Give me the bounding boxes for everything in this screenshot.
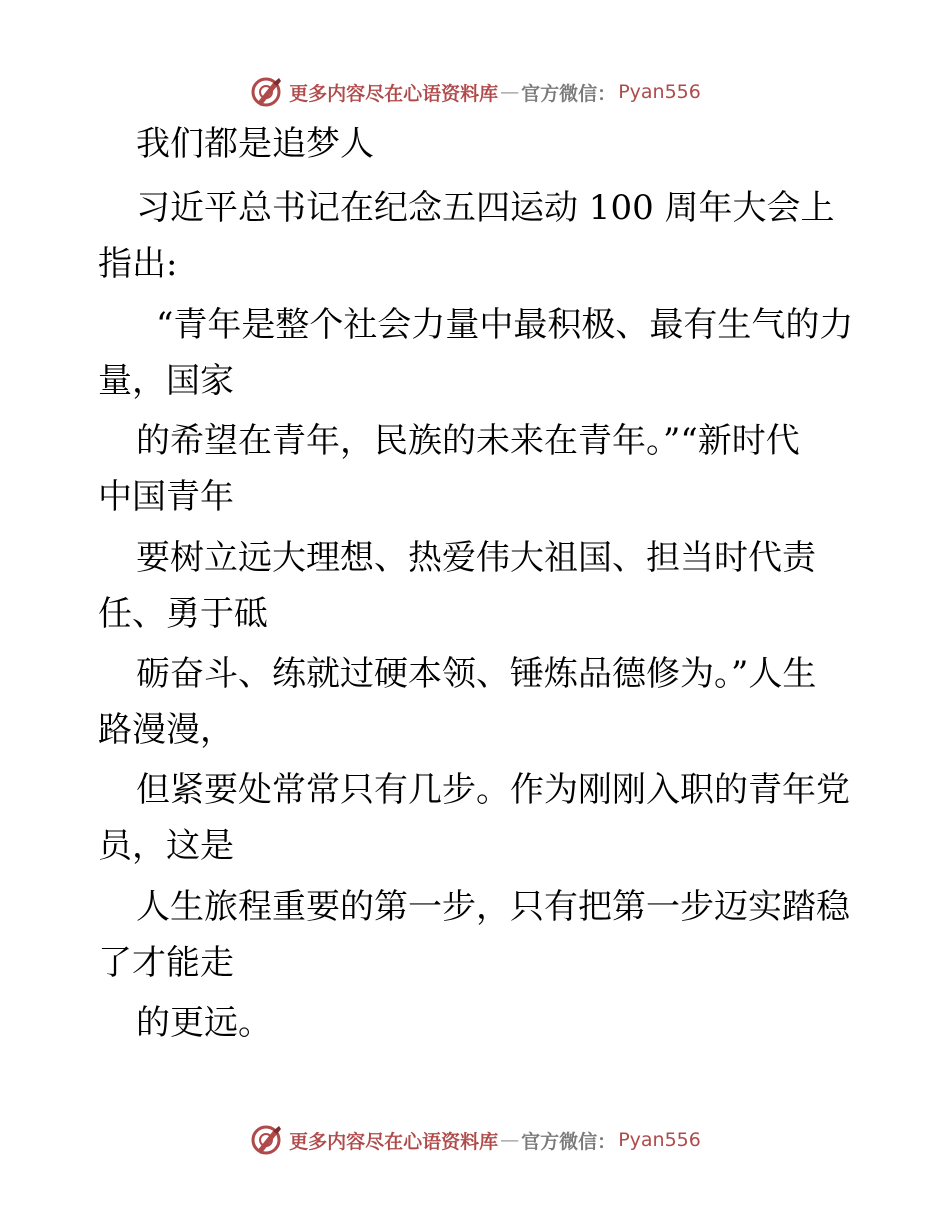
text-line-6: 的希望在青年，民族的未来在青年。”“新时代 bbox=[136, 421, 800, 461]
header-banner bbox=[0, 72, 950, 112]
text-line-4: “青年是整个社会力量中最积极、最有生气的力 bbox=[156, 305, 854, 345]
header-banner-content bbox=[249, 72, 701, 112]
footer-banner bbox=[0, 1120, 950, 1160]
header-separator: — bbox=[500, 81, 520, 103]
header-official-label: 官方微信： bbox=[521, 82, 617, 105]
text-line-13: 员，这是 bbox=[98, 826, 234, 866]
pen-logo-icon bbox=[249, 75, 283, 109]
text-line-12: 但紧要处常常只有几步。作为刚刚入职的青年党 bbox=[136, 770, 850, 810]
text-line-11: 路漫漫， bbox=[98, 710, 234, 750]
pen-logo-icon bbox=[249, 1123, 283, 1157]
text-line-16: 的更远。 bbox=[136, 1003, 272, 1043]
footer-banner-content bbox=[249, 1120, 701, 1160]
header-wechat-id: Pyan556 bbox=[618, 81, 701, 103]
text-line-2: 习近平总书记在纪念五四运动 100 周年大会上 bbox=[136, 188, 835, 228]
text-line-8: 要树立远大理想、热爱伟大祖国、担当时代责 bbox=[136, 538, 816, 578]
text-line-1: 我们都是追梦人 bbox=[136, 124, 374, 164]
text-line-14: 人生旅程重要的第一步，只有把第一步迈实踏稳 bbox=[136, 887, 850, 927]
text-line-3: 指出: bbox=[98, 244, 178, 284]
footer-wechat-id: Pyan556 bbox=[618, 1129, 701, 1151]
text-line-15: 了才能走 bbox=[98, 943, 234, 983]
footer-official-label: 官方微信： bbox=[521, 1130, 617, 1153]
text-line-7: 中国青年 bbox=[98, 477, 234, 517]
footer-site-text: 更多内容尽在心语资料库 bbox=[289, 1130, 499, 1153]
header-site-text: 更多内容尽在心语资料库 bbox=[289, 82, 499, 105]
text-line-5: 量，国家 bbox=[98, 361, 234, 401]
footer-separator: — bbox=[500, 1129, 520, 1151]
text-line-9: 任、勇于砥 bbox=[98, 594, 268, 634]
text-line-10: 砺奋斗、练就过硬本领、锤炼品德修为。”人生 bbox=[136, 654, 817, 694]
